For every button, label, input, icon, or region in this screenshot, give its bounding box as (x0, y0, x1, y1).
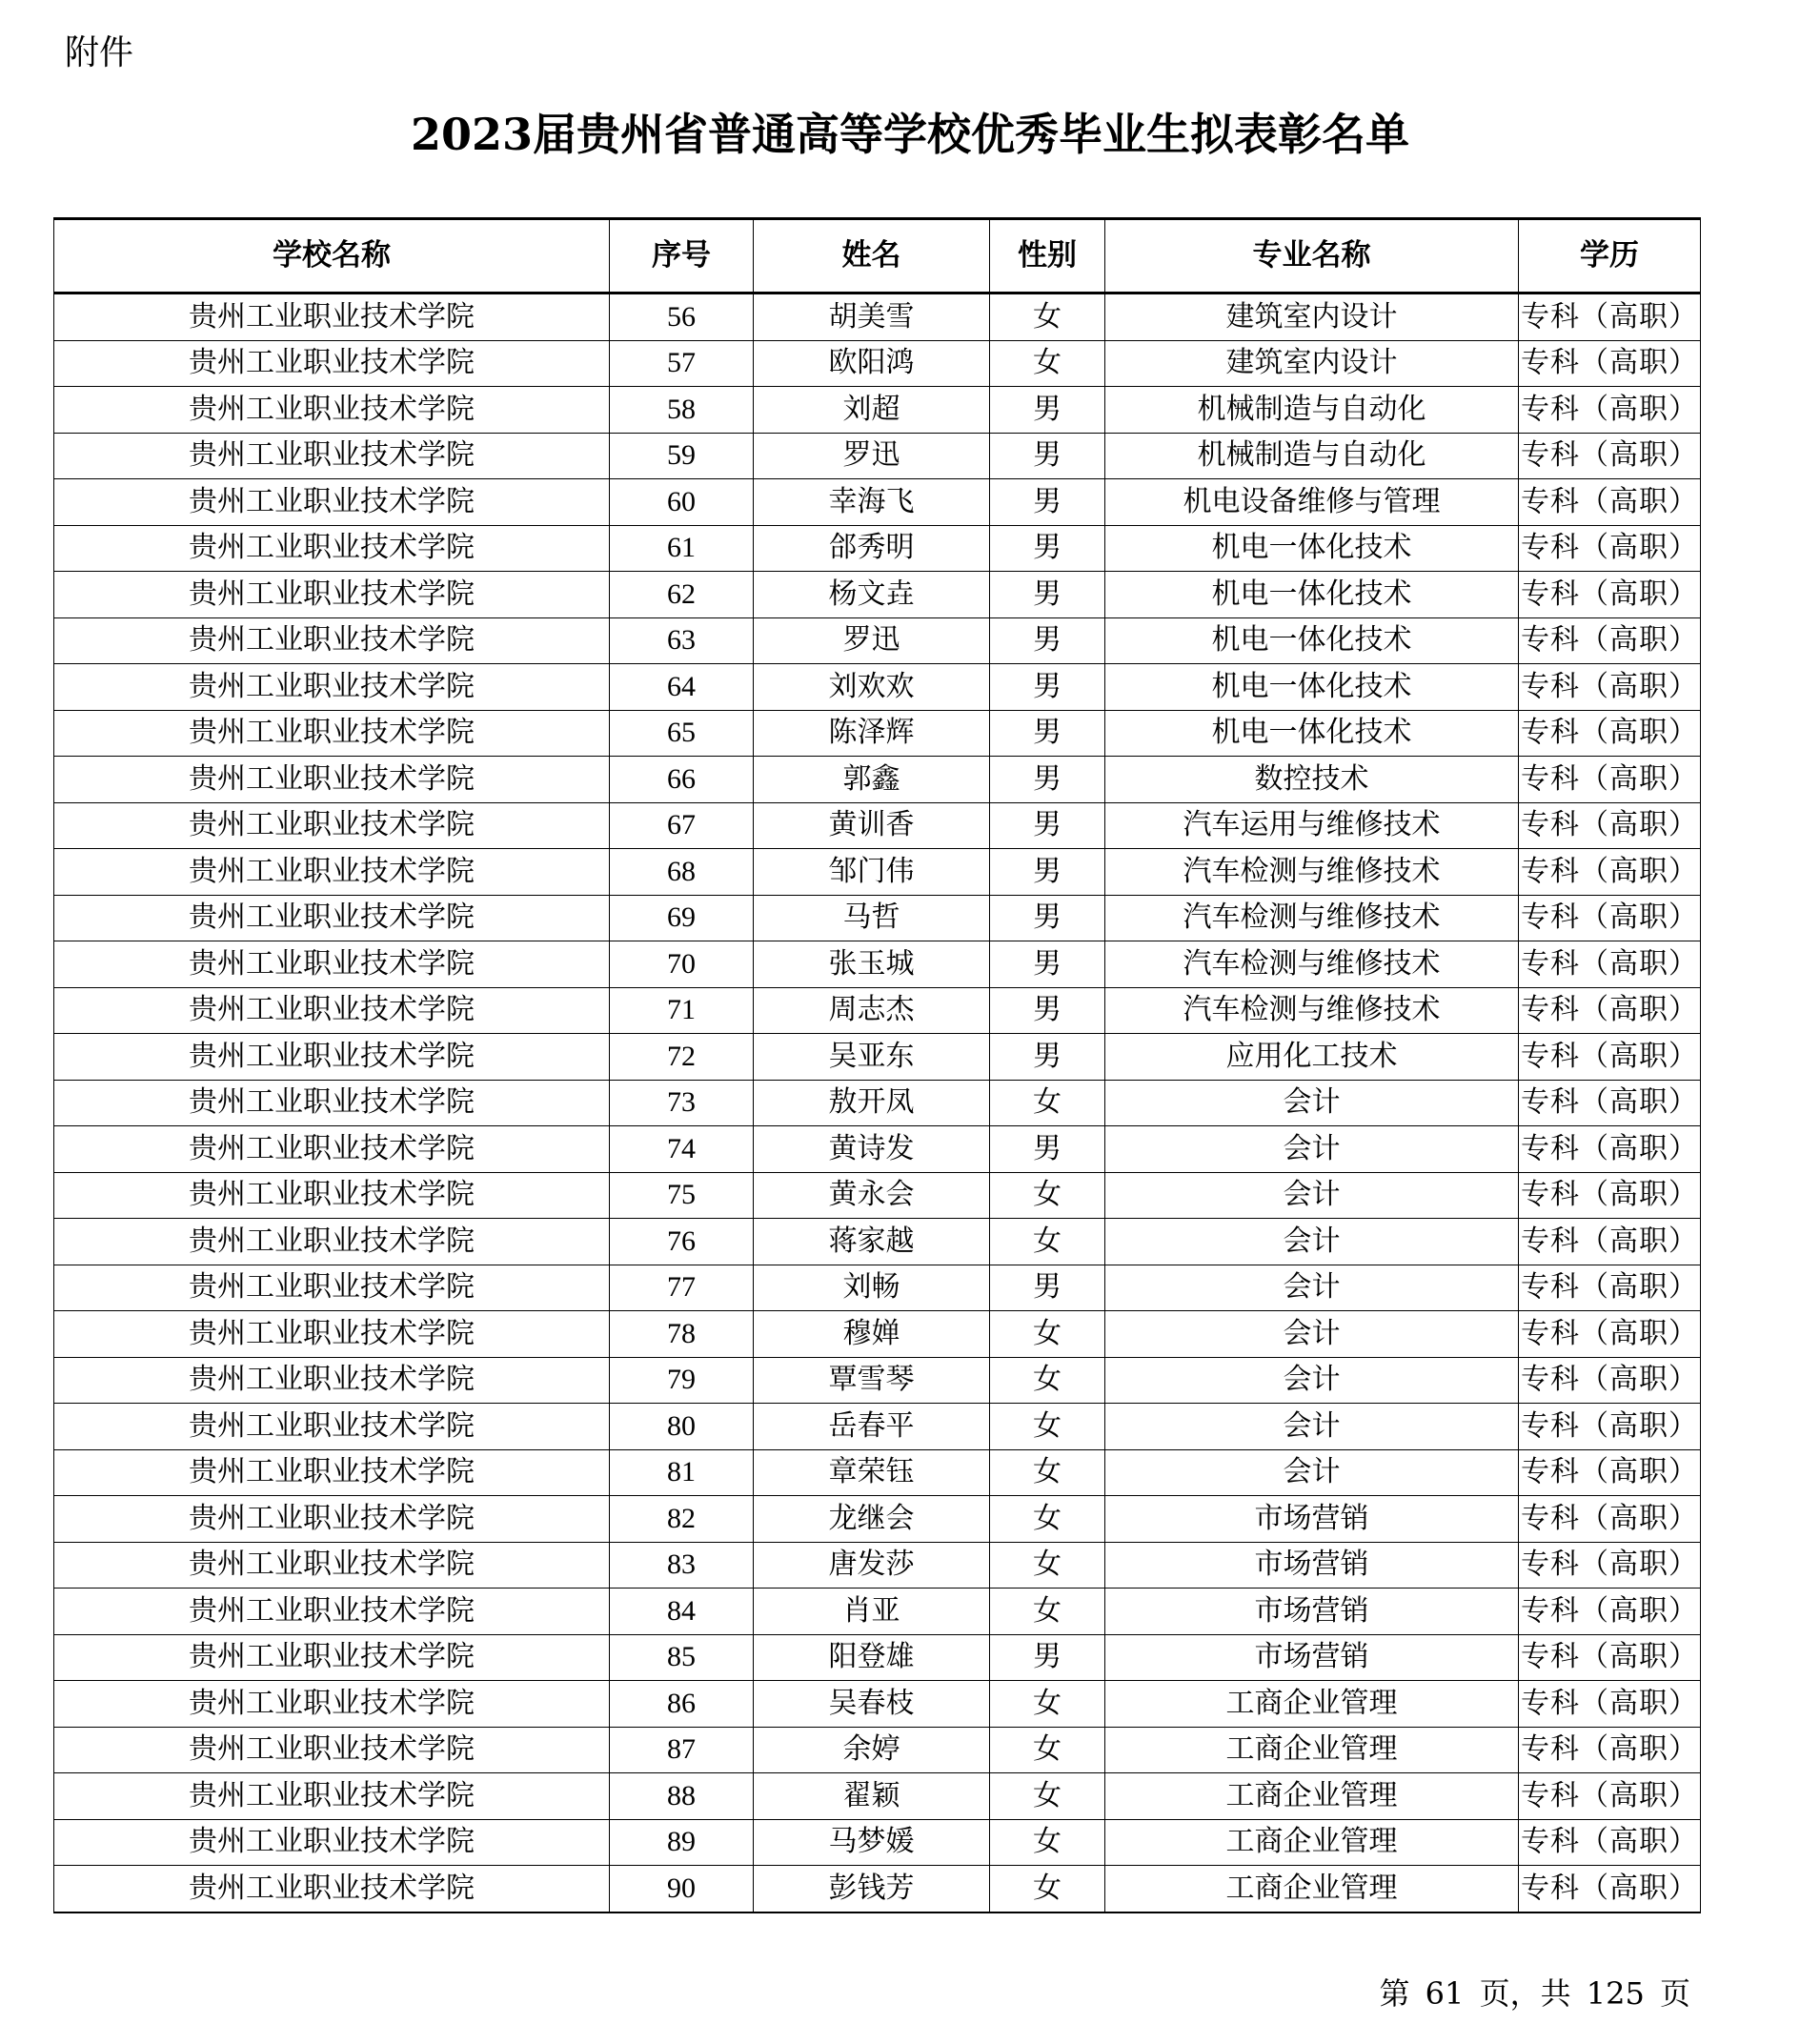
name-cell: 马梦媛 (754, 1819, 990, 1866)
name-cell: 刘欢欢 (754, 664, 990, 711)
education-cell: 专科（高职） (1519, 1819, 1701, 1866)
name-cell: 章荣钰 (754, 1449, 990, 1496)
serial-cell: 65 (610, 710, 754, 757)
gender-cell: 女 (990, 1866, 1105, 1912)
table-row (54, 895, 1701, 941)
education-cell: 专科（高职） (1519, 1311, 1701, 1358)
table-row (54, 1311, 1701, 1358)
gender-cell: 男 (990, 433, 1105, 479)
major-cell: 工商企业管理 (1105, 1727, 1519, 1773)
serial-cell: 72 (610, 1034, 754, 1081)
table-row (54, 1681, 1701, 1728)
education-cell: 专科（高职） (1519, 1357, 1701, 1404)
name-cell: 罗迅 (754, 617, 990, 664)
name-cell: 彭钱芳 (754, 1866, 990, 1912)
gender-cell: 男 (990, 802, 1105, 849)
school-cell: 贵州工业职业技术学院 (54, 757, 610, 803)
major-cell: 汽车运用与维修技术 (1105, 802, 1519, 849)
education-cell: 专科（高职） (1519, 1080, 1701, 1126)
school-cell: 贵州工业职业技术学院 (54, 895, 610, 941)
table-row (54, 1172, 1701, 1219)
column-header-school: 学校名称 (54, 219, 610, 293)
table-row (54, 1589, 1701, 1635)
gender-cell: 男 (990, 617, 1105, 664)
education-cell: 专科（高职） (1519, 1727, 1701, 1773)
serial-cell: 76 (610, 1219, 754, 1265)
table-row (54, 1773, 1701, 1820)
major-cell: 汽车检测与维修技术 (1105, 987, 1519, 1034)
serial-cell: 79 (610, 1357, 754, 1404)
table-row (54, 1404, 1701, 1450)
education-cell: 专科（高职） (1519, 1265, 1701, 1311)
education-cell: 专科（高职） (1519, 802, 1701, 849)
table-row (54, 1819, 1701, 1866)
gender-cell: 男 (990, 1634, 1105, 1681)
school-cell: 贵州工业职业技术学院 (54, 1634, 610, 1681)
table-row (54, 1496, 1701, 1543)
table-row (54, 664, 1701, 711)
table-row (54, 1080, 1701, 1126)
table-row (54, 1265, 1701, 1311)
serial-cell: 86 (610, 1681, 754, 1728)
school-cell: 贵州工业职业技术学院 (54, 1172, 610, 1219)
table-row (54, 340, 1701, 387)
gender-cell: 女 (990, 1172, 1105, 1219)
education-cell: 专科（高职） (1519, 757, 1701, 803)
school-cell: 贵州工业职业技术学院 (54, 987, 610, 1034)
table-row (54, 617, 1701, 664)
major-cell: 应用化工技术 (1105, 1034, 1519, 1081)
education-cell: 专科（高职） (1519, 1034, 1701, 1081)
name-cell: 周志杰 (754, 987, 990, 1034)
major-cell: 机械制造与自动化 (1105, 387, 1519, 434)
school-cell: 贵州工业职业技术学院 (54, 802, 610, 849)
serial-cell: 73 (610, 1080, 754, 1126)
serial-cell: 67 (610, 802, 754, 849)
serial-cell: 69 (610, 895, 754, 941)
school-cell: 贵州工业职业技术学院 (54, 1126, 610, 1173)
gender-cell: 女 (990, 1357, 1105, 1404)
name-cell: 翟颖 (754, 1773, 990, 1820)
school-cell: 贵州工业职业技术学院 (54, 1727, 610, 1773)
gender-cell: 女 (990, 1542, 1105, 1589)
school-cell: 贵州工业职业技术学院 (54, 1219, 610, 1265)
school-cell: 贵州工业职业技术学院 (54, 664, 610, 711)
gender-cell: 男 (990, 387, 1105, 434)
education-cell: 专科（高职） (1519, 340, 1701, 387)
major-cell: 机电一体化技术 (1105, 710, 1519, 757)
school-cell: 贵州工业职业技术学院 (54, 572, 610, 618)
serial-cell: 71 (610, 987, 754, 1034)
table-row (54, 479, 1701, 526)
table-row (54, 802, 1701, 849)
table-row (54, 1866, 1701, 1912)
table-row (54, 572, 1701, 618)
gender-cell: 男 (990, 987, 1105, 1034)
gender-cell: 女 (990, 1080, 1105, 1126)
education-cell: 专科（高职） (1519, 1634, 1701, 1681)
gender-cell: 女 (990, 293, 1105, 341)
major-cell: 机电一体化技术 (1105, 617, 1519, 664)
name-cell: 黄永会 (754, 1172, 990, 1219)
gender-cell: 女 (990, 1404, 1105, 1450)
major-cell: 机电一体化技术 (1105, 664, 1519, 711)
education-cell: 专科（高职） (1519, 664, 1701, 711)
major-cell: 会计 (1105, 1311, 1519, 1358)
major-cell: 会计 (1105, 1172, 1519, 1219)
major-cell: 数控技术 (1105, 757, 1519, 803)
column-header-name: 姓名 (754, 219, 990, 293)
education-cell: 专科（高职） (1519, 1681, 1701, 1728)
serial-cell: 68 (610, 849, 754, 896)
name-cell: 邹门伟 (754, 849, 990, 896)
serial-cell: 63 (610, 617, 754, 664)
name-cell: 刘超 (754, 387, 990, 434)
gender-cell: 男 (990, 664, 1105, 711)
major-cell: 工商企业管理 (1105, 1819, 1519, 1866)
education-cell: 专科（高职） (1519, 987, 1701, 1034)
table-header-row (54, 219, 1701, 293)
gender-cell: 女 (990, 1589, 1105, 1635)
gender-cell: 女 (990, 1496, 1105, 1543)
school-cell: 贵州工业职业技术学院 (54, 617, 610, 664)
education-cell: 专科（高职） (1519, 293, 1701, 341)
column-header-major: 专业名称 (1105, 219, 1519, 293)
name-cell: 黄训香 (754, 802, 990, 849)
serial-cell: 88 (610, 1773, 754, 1820)
table-row (54, 1634, 1701, 1681)
serial-cell: 78 (610, 1311, 754, 1358)
table-row (54, 1219, 1701, 1265)
major-cell: 会计 (1105, 1126, 1519, 1173)
education-cell: 专科（高职） (1519, 1542, 1701, 1589)
serial-cell: 81 (610, 1449, 754, 1496)
education-cell: 专科（高职） (1519, 1773, 1701, 1820)
serial-cell: 66 (610, 757, 754, 803)
gender-cell: 男 (990, 849, 1105, 896)
name-cell: 欧阳鸿 (754, 340, 990, 387)
major-cell: 会计 (1105, 1219, 1519, 1265)
school-cell: 贵州工业职业技术学院 (54, 433, 610, 479)
table-row (54, 1449, 1701, 1496)
education-cell: 专科（高职） (1519, 1219, 1701, 1265)
table-row (54, 433, 1701, 479)
serial-cell: 57 (610, 340, 754, 387)
education-cell: 专科（高职） (1519, 572, 1701, 618)
name-cell: 阳登雄 (754, 1634, 990, 1681)
gender-cell: 女 (990, 1219, 1105, 1265)
serial-cell: 75 (610, 1172, 754, 1219)
name-cell: 敖开凤 (754, 1080, 990, 1126)
name-cell: 幸海飞 (754, 479, 990, 526)
table-row (54, 849, 1701, 896)
major-cell: 市场营销 (1105, 1589, 1519, 1635)
serial-cell: 61 (610, 525, 754, 572)
gender-cell: 男 (990, 1034, 1105, 1081)
name-cell: 吴亚东 (754, 1034, 990, 1081)
gender-cell: 女 (990, 1819, 1105, 1866)
school-cell: 贵州工业职业技术学院 (54, 1542, 610, 1589)
name-cell: 张玉城 (754, 941, 990, 988)
school-cell: 贵州工业职业技术学院 (54, 1311, 610, 1358)
serial-cell: 89 (610, 1819, 754, 1866)
gender-cell: 男 (990, 757, 1105, 803)
major-cell: 会计 (1105, 1404, 1519, 1450)
name-cell: 罗迅 (754, 433, 990, 479)
school-cell: 贵州工业职业技术学院 (54, 1449, 610, 1496)
major-cell: 工商企业管理 (1105, 1773, 1519, 1820)
education-cell: 专科（高职） (1519, 1589, 1701, 1635)
gender-cell: 男 (990, 572, 1105, 618)
honoree-table (53, 217, 1701, 1913)
name-cell: 穆婵 (754, 1311, 990, 1358)
major-cell: 机械制造与自动化 (1105, 433, 1519, 479)
gender-cell: 女 (990, 1773, 1105, 1820)
major-cell: 会计 (1105, 1449, 1519, 1496)
education-cell: 专科（高职） (1519, 849, 1701, 896)
serial-cell: 77 (610, 1265, 754, 1311)
major-cell: 建筑室内设计 (1105, 340, 1519, 387)
education-cell: 专科（高职） (1519, 710, 1701, 757)
major-cell: 汽车检测与维修技术 (1105, 941, 1519, 988)
education-cell: 专科（高职） (1519, 1404, 1701, 1450)
table-row (54, 1126, 1701, 1173)
education-cell: 专科（高职） (1519, 1449, 1701, 1496)
major-cell: 机电一体化技术 (1105, 525, 1519, 572)
gender-cell: 女 (990, 1727, 1105, 1773)
serial-cell: 82 (610, 1496, 754, 1543)
gender-cell: 男 (990, 479, 1105, 526)
name-cell: 吴春枝 (754, 1681, 990, 1728)
gender-cell: 女 (990, 1449, 1105, 1496)
serial-cell: 90 (610, 1866, 754, 1912)
serial-cell: 64 (610, 664, 754, 711)
education-cell: 专科（高职） (1519, 895, 1701, 941)
major-cell: 汽车检测与维修技术 (1105, 849, 1519, 896)
serial-cell: 87 (610, 1727, 754, 1773)
name-cell: 蒋家越 (754, 1219, 990, 1265)
table-row (54, 757, 1701, 803)
gender-cell: 女 (990, 340, 1105, 387)
gender-cell: 男 (990, 525, 1105, 572)
school-cell: 贵州工业职业技术学院 (54, 1866, 610, 1912)
major-cell: 市场营销 (1105, 1634, 1519, 1681)
education-cell: 专科（高职） (1519, 941, 1701, 988)
major-cell: 机电一体化技术 (1105, 572, 1519, 618)
attachment-label: 附件 (65, 33, 134, 72)
serial-cell: 62 (610, 572, 754, 618)
table-row (54, 525, 1701, 572)
education-cell: 专科（高职） (1519, 1866, 1701, 1912)
name-cell: 胡美雪 (754, 293, 990, 341)
gender-cell: 男 (990, 941, 1105, 988)
name-cell: 唐发莎 (754, 1542, 990, 1589)
major-cell: 会计 (1105, 1080, 1519, 1126)
name-cell: 岳春平 (754, 1404, 990, 1450)
school-cell: 贵州工业职业技术学院 (54, 340, 610, 387)
serial-cell: 70 (610, 941, 754, 988)
name-cell: 马哲 (754, 895, 990, 941)
serial-cell: 80 (610, 1404, 754, 1450)
school-cell: 贵州工业职业技术学院 (54, 1589, 610, 1635)
name-cell: 陈泽辉 (754, 710, 990, 757)
gender-cell: 男 (990, 1126, 1105, 1173)
table-row (54, 941, 1701, 988)
table-body (54, 293, 1701, 1912)
table-row (54, 1357, 1701, 1404)
education-cell: 专科（高职） (1519, 1126, 1701, 1173)
name-cell: 刘畅 (754, 1265, 990, 1311)
document-title: 2023届贵州省普通高等学校优秀毕业生拟表彰名单 (410, 109, 1410, 160)
name-cell: 杨文垚 (754, 572, 990, 618)
table-row (54, 1727, 1701, 1773)
serial-cell: 60 (610, 479, 754, 526)
education-cell: 专科（高职） (1519, 525, 1701, 572)
school-cell: 贵州工业职业技术学院 (54, 710, 610, 757)
school-cell: 贵州工业职业技术学院 (54, 293, 610, 341)
school-cell: 贵州工业职业技术学院 (54, 1819, 610, 1866)
table-row (54, 1034, 1701, 1081)
school-cell: 贵州工业职业技术学院 (54, 525, 610, 572)
serial-cell: 74 (610, 1126, 754, 1173)
name-cell: 覃雪琴 (754, 1357, 990, 1404)
major-cell: 建筑室内设计 (1105, 293, 1519, 341)
column-header-gender: 性别 (990, 219, 1105, 293)
serial-cell: 83 (610, 1542, 754, 1589)
table-row (54, 710, 1701, 757)
school-cell: 贵州工业职业技术学院 (54, 1265, 610, 1311)
gender-cell: 男 (990, 895, 1105, 941)
gender-cell: 女 (990, 1681, 1105, 1728)
education-cell: 专科（高职） (1519, 1496, 1701, 1543)
name-cell: 余婷 (754, 1727, 990, 1773)
major-cell: 会计 (1105, 1265, 1519, 1311)
name-cell: 黄诗发 (754, 1126, 990, 1173)
education-cell: 专科（高职） (1519, 1172, 1701, 1219)
major-cell: 会计 (1105, 1357, 1519, 1404)
education-cell: 专科（高职） (1519, 387, 1701, 434)
name-cell: 郭鑫 (754, 757, 990, 803)
major-cell: 机电设备维修与管理 (1105, 479, 1519, 526)
gender-cell: 男 (990, 710, 1105, 757)
table-row (54, 1542, 1701, 1589)
school-cell: 贵州工业职业技术学院 (54, 1681, 610, 1728)
page-number: 第 61 页，共 125 页 (1379, 1975, 1690, 2012)
major-cell: 市场营销 (1105, 1542, 1519, 1589)
school-cell: 贵州工业职业技术学院 (54, 941, 610, 988)
school-cell: 贵州工业职业技术学院 (54, 1080, 610, 1126)
serial-cell: 59 (610, 433, 754, 479)
education-cell: 专科（高职） (1519, 433, 1701, 479)
serial-cell: 85 (610, 1634, 754, 1681)
table-row (54, 387, 1701, 434)
school-cell: 贵州工业职业技术学院 (54, 387, 610, 434)
major-cell: 工商企业管理 (1105, 1681, 1519, 1728)
school-cell: 贵州工业职业技术学院 (54, 1034, 610, 1081)
table-row (54, 987, 1701, 1034)
education-cell: 专科（高职） (1519, 479, 1701, 526)
table-row (54, 293, 1701, 341)
major-cell: 汽车检测与维修技术 (1105, 895, 1519, 941)
school-cell: 贵州工业职业技术学院 (54, 849, 610, 896)
major-cell: 工商企业管理 (1105, 1866, 1519, 1912)
school-cell: 贵州工业职业技术学院 (54, 479, 610, 526)
serial-cell: 56 (610, 293, 754, 341)
major-cell: 市场营销 (1105, 1496, 1519, 1543)
gender-cell: 男 (990, 1265, 1105, 1311)
column-header-serial: 序号 (610, 219, 754, 293)
name-cell: 肖亚 (754, 1589, 990, 1635)
serial-cell: 58 (610, 387, 754, 434)
name-cell: 郃秀明 (754, 525, 990, 572)
serial-cell: 84 (610, 1589, 754, 1635)
school-cell: 贵州工业职业技术学院 (54, 1773, 610, 1820)
gender-cell: 女 (990, 1311, 1105, 1358)
education-cell: 专科（高职） (1519, 617, 1701, 664)
school-cell: 贵州工业职业技术学院 (54, 1404, 610, 1450)
school-cell: 贵州工业职业技术学院 (54, 1496, 610, 1543)
school-cell: 贵州工业职业技术学院 (54, 1357, 610, 1404)
column-header-education: 学历 (1519, 219, 1701, 293)
name-cell: 龙继会 (754, 1496, 990, 1543)
